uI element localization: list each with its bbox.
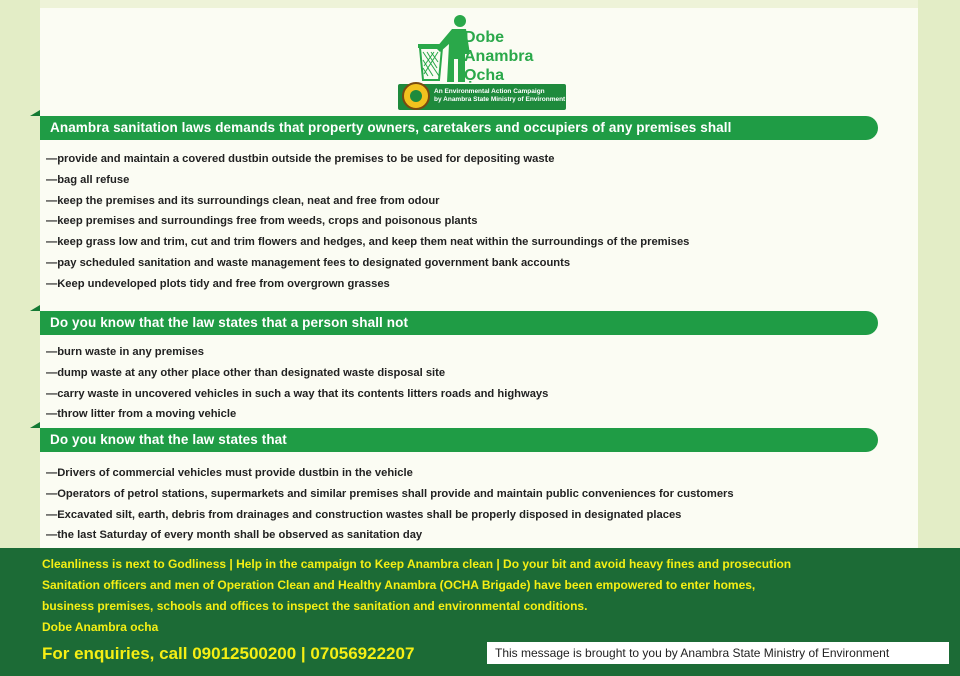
list-item: —bag all refuse <box>46 173 130 186</box>
list-item: —keep premises and surroundings free from weeds, crops and poisonous plants <box>46 215 478 228</box>
facts-list <box>46 463 734 546</box>
footer-line: Cleanliness is next to Godliness | Help in the campaign to Keep Anambra clean | Do your bit and avoid heavy fines and prosecution <box>42 557 792 571</box>
section-header-facts: Do you know that the law states that <box>40 428 878 452</box>
ministry-note: This message is brought to you by Anambra State Ministry of Environment <box>487 642 949 664</box>
list-item: —pay scheduled sanitation and waste management fees to designated government bank accounts <box>46 256 571 269</box>
list-item: —carry waste in uncovered vehicles in such a way that its contents litters roads and highways <box>46 387 549 400</box>
section-header-prohibitions: Do you know that the law states that a person shall not <box>40 311 878 335</box>
list-item: —Excavated silt, earth, debris from drainages and construction wastes shall be properly disposed in designated places <box>46 508 682 521</box>
logo-band-line: An Environmental Action Campaign <box>434 88 545 95</box>
footer-message <box>42 554 791 638</box>
list-item: —throw litter from a moving vehicle <box>46 408 237 421</box>
logo-band <box>398 84 566 110</box>
logo-band-line: by Anambra State Ministry of Environment <box>434 96 566 103</box>
logo-wordmark <box>464 28 533 85</box>
list-item: —keep grass low and trim, cut and trim flowers and hedges, and keep them neat within the surroundings of the premises <box>46 236 690 249</box>
footer-line: business premises, schools and offices to inspect the sanitation and environmental conditions. <box>42 599 588 613</box>
list-item: —keep the premises and its surroundings clean, neat and free from odour <box>46 194 440 207</box>
list-item: —provide and maintain a covered dustbin outside the premises to be used for depositing waste <box>46 153 555 165</box>
header-notch <box>30 110 40 116</box>
prohibitions-list <box>46 342 548 425</box>
list-item: —Drivers of commercial vehicles must provide dustbin in the vehicle <box>46 467 413 479</box>
footer-line: Sanitation officers and men of Operation Clean and Healthy Anambra (OCHA Brigade) have been empowered to enter homes, <box>42 578 756 592</box>
header-notch <box>30 305 40 311</box>
obligations-list <box>46 149 689 295</box>
list-item: —burn waste in any premises <box>46 346 204 358</box>
logo-band-text <box>434 88 565 104</box>
campaign-logo <box>398 14 568 110</box>
logo-line: Dobe <box>464 29 504 46</box>
logo-line: Ọcha <box>464 67 505 84</box>
list-item: —Operators of petrol stations, supermarkets and similar premises shall provide and maintain public conveniences for customers <box>46 487 734 500</box>
logo-line: Anambra <box>464 48 534 65</box>
list-item: —Keep undeveloped plots tidy and free from overgrown grasses <box>46 277 390 290</box>
footer-line: Dobe Anambra ocha <box>42 620 159 634</box>
list-item: —dump waste at any other place other than designated waste disposal site <box>46 366 446 379</box>
state-seal-icon <box>402 82 430 110</box>
header-notch <box>30 422 40 428</box>
section-header-obligations: Anambra sanitation laws demands that property owners, caretakers and occupiers of any premises shall <box>40 116 878 140</box>
list-item: —the last Saturday of every month shall be observed as sanitation day <box>46 529 423 542</box>
enquiries-phone: For enquiries, call 09012500200 | 07056922207 <box>42 644 415 663</box>
